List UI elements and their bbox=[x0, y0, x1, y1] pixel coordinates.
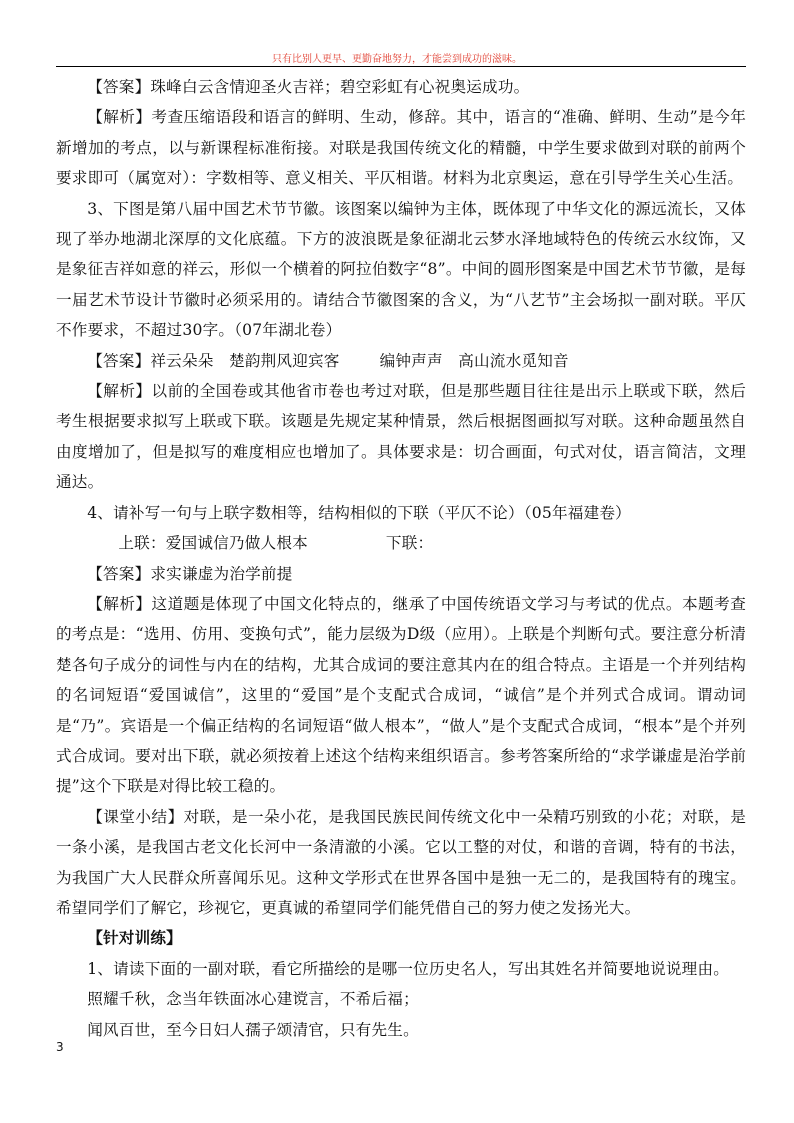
answer-tag: 【答案】 bbox=[87, 351, 151, 370]
analysis-tag: 【解析】 bbox=[87, 594, 152, 613]
analysis-text: 这道题是体现了中国文化特点的，继承了中国传统语文学习与考试的优点。本题考查的考点是：“选用、仿用、变换句式”，能力层级为D级（应用）。上联是个判断句式。要注意分析清楚各句子成分的词性与内在的结构，尤其合成词的要注意其内在的组合特点。主语是一个并列结构的名词短语“爱国诚信”，这里的“爱国”是个支配式合成词，“诚信”是个并列式合成词。谓动词是“乃”。宾语是一个偏正结构的名词短语“做人根本”，“做人”是个支配式合成词，“根本”是个并列式合成词。要对出下联，就必须按着上述这个结构来组织语言。参考答案所给的“求学谦虚是治学前提”这个下联是对得比较工稳的。 bbox=[56, 594, 746, 796]
answer-paragraph-3 bbox=[56, 559, 746, 589]
practice-heading: 【针对训练】 bbox=[87, 928, 182, 948]
analysis-tag: 【解析】 bbox=[87, 108, 152, 127]
lower-couplet-label: 下联： bbox=[385, 534, 434, 553]
analysis-text: 以前的全国卷或其他省市卷也考过对联，但是那些题目往往是出示上联或下联，然后考生根据要求拟写上联或下联。该题是先规定某种情景，然后根据图画拟写对联。这种命题虽然自由度增加了，但是拟写的难度相应也增加了。具体要求是：切合画面，句式对仗，语言简洁，文理通达。 bbox=[56, 382, 746, 492]
analysis-paragraph-3 bbox=[56, 589, 746, 802]
upper-couplet: 上联：爱国诚信乃做人根本 bbox=[118, 534, 308, 553]
summary-text: 对联，是一朵小花，是我国民族民间传统文化中一朵精巧别致的小花；对联，是一条小溪，是我国古老文化长河中一条清澈的小溪。它以工整的对仗，和谐的音调，特有的书法，为我国广大人民群众所喜闻乐见。这种文学形式在世界各国中是独一无二的，是我国特有的瑰宝。希望同学们了解它，珍视它，更真诚的希望同学们能凭借自己的努力使之发扬光大。 bbox=[56, 807, 746, 917]
couplet-upper: 祥云朵朵 楚韵荆风迎宾客 bbox=[150, 351, 340, 370]
analysis-tag: 【解析】 bbox=[87, 382, 152, 401]
couplet-lower: 编钟声声 高山流水觅知音 bbox=[379, 351, 569, 370]
couplet-line-1: 照耀千秋，念当年铁面冰心建谠言，不希后福； bbox=[87, 990, 419, 1009]
answer-paragraph-2 bbox=[56, 346, 746, 376]
couplet-line-2: 闻风百世，至今日妇人孺子颂清官，只有先生。 bbox=[87, 1020, 419, 1039]
practice-question-1: 1、请读下面的一副对联，看它所描绘的是哪一位历史名人，写出其姓名并简要地说说理由。 bbox=[87, 959, 730, 978]
summary-tag: 【课堂小结】 bbox=[87, 807, 184, 826]
answer-paragraph-1 bbox=[56, 72, 746, 102]
header-slogan: 只有比别人更早、更勤奋地努力，才能尝到成功的滋味。 bbox=[272, 54, 522, 65]
document-body bbox=[56, 72, 746, 1045]
analysis-paragraph-2 bbox=[56, 376, 746, 498]
class-summary bbox=[56, 802, 746, 924]
analysis-text: 考查压缩语段和语言的鲜明、生动，修辞。其中，语言的“准确、鲜明、生动”是今年新增加的考点，以与新课程标准衔接。对联是我国传统文化的精髓，中学生要求做到对联的前两个要求即可（属宽对）：字数相等、意义相关、平仄相谐。材料为北京奥运，意在引导学生关心生活。 bbox=[56, 108, 747, 188]
answer-text: 求实谦虚为治学前提 bbox=[150, 564, 293, 583]
answer-tag: 【答案】 bbox=[87, 78, 151, 96]
answer-tag: 【答案】 bbox=[87, 564, 151, 583]
question-3: 3、下图是第八届中国艺术节节徽。该图案以编钟为主体，既体现了中华文化的源远流长，又体现了举办地湖北深厚的文化底蕴。下方的波浪既是象征湖北云梦水泽地域特色的传统云水纹饰，又是象征吉祥如意的祥云，形似一个横着的阿拉伯数字“8”。中间的圆形图案是中国艺术节节徽，是每一届艺术节设计节徽时必须采用的。请结合节徽图案的含义，为“八艺节”主会场拟一副对联。平仄不作要求，不超过30字。（07年湖北卷） bbox=[56, 199, 746, 340]
question-4: 4、请补写一句与上联字数相等，结构相似的下联（平仄不论）（05年福建卷） bbox=[87, 503, 631, 522]
header-divider bbox=[56, 66, 746, 67]
page-number: 3 bbox=[56, 1040, 64, 1054]
analysis-paragraph-1 bbox=[56, 102, 746, 193]
answer-text: 珠峰白云含情迎圣火吉祥；碧空彩虹有心祝奥运成功。 bbox=[150, 78, 530, 96]
couplet-prompt bbox=[56, 528, 746, 558]
